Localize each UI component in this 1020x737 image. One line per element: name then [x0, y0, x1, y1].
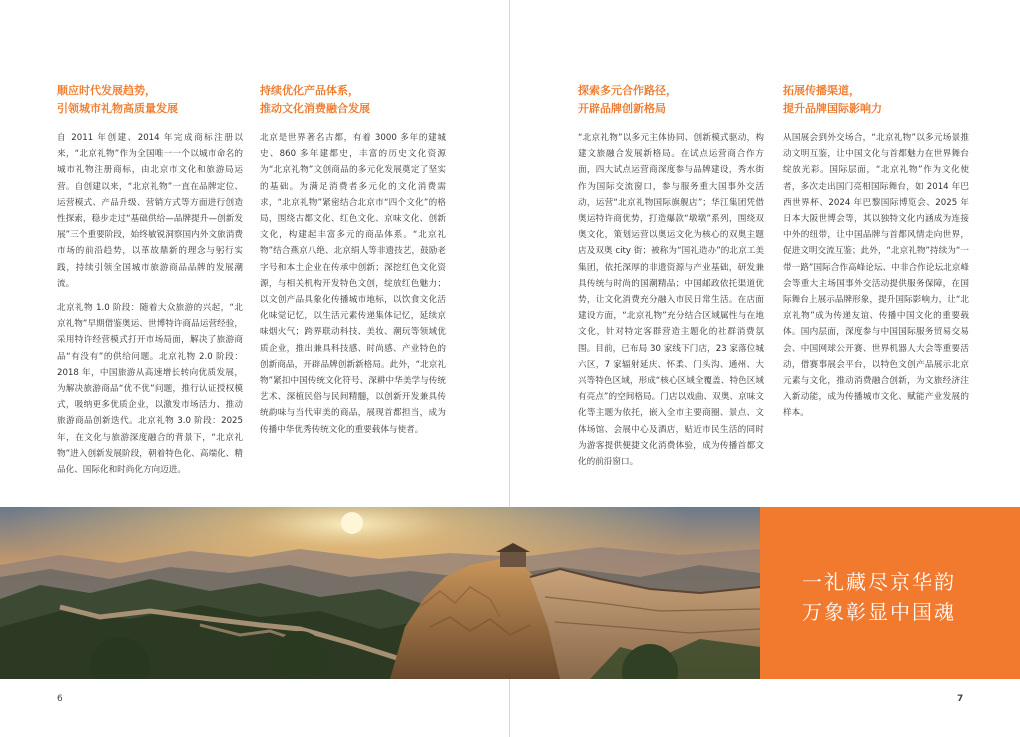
column-heading: 持续优化产品体系， 推动文化消费融合发展	[260, 84, 370, 115]
column-paragraph: 从国展会到外交场合，“北京礼物”以多元场景推动文明互鉴，让中国文化与首都魅力在世界舞台绽放光彩。国际层面，“北京礼物”作为文化使者，多次走出国门亮相国际舞台，如 2014 年巴西世界杯、2024 年巴黎国际博览会、2025 年日本大阪世博会等，其以独特文化内涵成为连接中外的纽带，让中国品牌与首都风情走向世界，促进文明交流互鉴；此外，“北京礼物”持续为“一带一路”国际合作高峰论坛、中非合作论坛北京峰会等重大主场国事外交活动提供服务保障，在国际舞台上展示品牌形象，提升国际影响力，让“北京礼物”成为传递友谊、传播中国文化的重要载体。国内层面，深度参与中国国际服务贸易交易会、中国网球公开赛、世界机器人大会等重要活动，借赛事展会平台，以特色文创产品展示北京元素与文化，推动消费融合创新，为文旅经济注入新动能，成为传播城市文化、赋能产业发展的样本。	[783, 133, 969, 419]
column-paragraph: 自 2011 年创建、2014 年完成商标注册以来，“北京礼物”作为全国唯一一个以城市命名的城市礼物注册商标，由北京市文化和旅游局运营。自创建以来，“北京礼物”一直在品牌定位、运营模式、产品升级、营销方式等方面进行创造性探索，稳步走过“基础供给—品牌提升—创新发展”三个重要阶段，始终敏锐洞察国内外文旅消费市场的前沿趋势，以革故鼎新的理念与躬行实践，持续引领全国城市旅游商品品牌的发展潮流。	[57, 133, 243, 289]
slogan-line-2: 万象彰显中国魂	[802, 600, 956, 624]
slogan-text	[802, 567, 956, 627]
column-paragraph: 北京是世界著名古都，有着 3000 多年的建城史、860 多年建都史，丰富的历史文化资源为“北京礼物”文创商品的多元化发展奠定了坚实的基础。为满足消费者多元化的文化消费需求，“北京礼物”紧密结合北京市“四个文化”的格局，围绕古都文化、红色文化、京味文化、创新文化，构建起丰富多元的商品体系。“北京礼物”结合燕京八绝、北京绢人等非遗技艺，鼓励老字号和本土企业在传承中创新；深挖红色文化资源，与相关机构开发特色文创，绽放红色魅力；以文创产品具象化传播城市地标，以饮食文化活化味觉记忆，以生活元素传递集体记忆，延续京味烟火气；跨界联动科技、美妆、潮玩等领域优质企业，推出兼具科技感、时尚感、产业特色的创新商品，开辟品牌创新新格局。此外，“北京礼物”紧扣中国传统文化符号、深耕中华美学与传统艺术、深植民俗与民间精髓，以创新开发兼具传统韵味与当代审美的商品，展现首都担当，成为传播中华优秀传统文化的重要载体与使者。	[260, 133, 446, 435]
column-heading: 探索多元合作路径， 开辟品牌创新格局	[578, 84, 677, 115]
article-column-3	[578, 82, 764, 478]
article-column-4	[783, 82, 969, 430]
column-heading: 拓展传播渠道， 提升品牌国际影响力	[783, 84, 882, 115]
column-heading: 顺应时代发展趋势， 引领城市礼物高质量发展	[57, 84, 178, 115]
page-number-right: 7	[957, 694, 964, 704]
great-wall-sunset-photo	[0, 507, 760, 679]
column-paragraph: 北京礼物 1.0 阶段：随着大众旅游的兴起，“北京礼物”早期借鉴奥运、世博特许商品运营经验，采用特许经营模式打开市场局面，解决了旅游商品“有没有”的供给问题。北京礼物 2.0 阶段：2018 年，中国旅游从高速增长转向优质发展，为解决旅游商品“优不优”问题，推行认证授权模式，吸纳更多优质企业，以激发市场活力、推动旅游商品创新迭代。北京礼物 3.0 阶段：2025 年，在文化与旅游深度融合的背景下，“北京礼物”进入创新发展阶段，朝着特色化、高端化、精品化、国际化和时尚化方向迈进。	[57, 303, 243, 476]
slogan-banner	[760, 507, 1020, 679]
article-column-1	[57, 82, 243, 486]
article-column-2	[260, 82, 446, 446]
slogan-line-1: 一礼藏尽京华韵	[802, 570, 956, 594]
column-paragraph: “北京礼物”以多元主体协同、创新模式驱动，构建文旅融合发展新格局。在试点运营商合作方面，四大试点运营商深度参与品牌建设，秀水街作为国际交流窗口，参与服务重大国事外交活动，运营“北京礼物国际旗舰店”；华江集团凭借奥运特许商优势，打造爆款“墩墩”系列，围绕双奥文化，策划运营以奥运文化为核心的双奥主题店及双奥 city 街；被称为“国礼造办”的北京工美集团，依托深厚的非遗资源与产业基础，研发兼具传统与时尚的国潮精品；中国邮政依托渠道优势，让文化消费充分融入市民日常生活。在店面建设方面，“北京礼物”充分结合区域属性与在地文化，针对特定客群营造主题化的社群消费氛围。目前，已布局 30 家线下门店，23 家落位城六区，7 家辐射延庆、怀柔、门头沟、通州、大兴等特色区域，形成“核心区域全覆盖、特色区域有亮点”的空间格局。门店以戏曲、双奥、京味文化等主题为依托，嵌入全市主要商圈、景点、文体场馆、会展中心及酒店，贴近市民生活的同时为游客提供便捷文化消费体验，成为传播首都文化的前沿窗口。	[578, 133, 764, 468]
page-number-left: 6	[57, 694, 63, 704]
